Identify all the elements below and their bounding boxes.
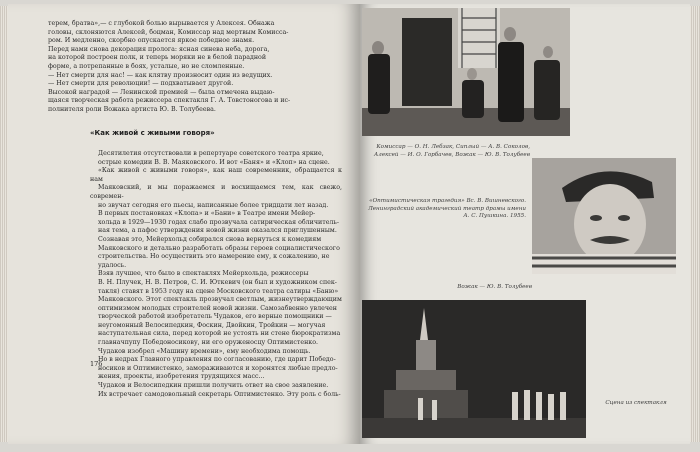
night-scene-photo [362,300,586,438]
section-heading: «Как живой с живыми говоря» [90,129,215,137]
text-line: Перед нами снова декорация пролога: ясная синева неба, дорога, [48,45,270,53]
text-line: строительства. Но осуществить это намерение ему, к сожалению, не [98,253,330,261]
text-line: Высокой наградой — Ленинской премией — была отмечена выдаю- [48,88,275,96]
text-line: полнителя роли Вожака артиста Ю. В. Толубеева. [48,105,216,113]
text-line: наступательная сила, перед которой не устоять ни стене бюрократизма [98,330,341,338]
text-line: Чудаков изобрел «Машину времени», ему необходима помощь. [98,347,311,355]
portrait-photo [532,158,676,274]
text-line: ная тема, а пафос утверждения новой жизни оказался приглушенным. [98,227,337,235]
text-line: Маяковского. Этот спектакль прозвучал светлым, жизнеутверждающим [98,296,342,304]
text-line: хольда в 1929—1930 годах слабо прозвучала сатирическая обличитель- [98,218,339,226]
intro-text [40,20,340,115]
text-line: на которой построен полк, и теперь моряки не в белой парадной [48,54,267,62]
text-line: удалось. [98,261,127,269]
text-line: терем, братва»,— с глубокой болью вырывается у Алексея. Обнажа [48,20,275,27]
text-line: носиков и Оптимистенко, замораживаются и хоронятся любые предло- [98,364,338,372]
text-line: Взяв лучшее, что было в спектаклях Мейерхольда, режиссеры [98,270,309,278]
text-line: но звучат сегодня его пьесы, написанные более тридцати лет назад. [98,201,329,209]
text-line: — Нет смерти для революции! — подхватывает другой. [48,80,234,88]
text-line: В. Н. Плучек, Н. В. Петров, С. И. Юткевич (он был и художником спек- [98,278,337,286]
text-line: В первых постановках «Клопа» и «Бани» в Театре имени Мейер- [98,210,316,218]
photo-caption: Комиссар — О. Н. Лебзак, Сиплый — А. В. Соколов, Алексей — И. О. Горбачев, Вожак — Ю. В. Толубеев [374,144,530,158]
text-line: жения, проекты, изобретения трудящихся масс... [98,373,265,381]
page-edges-left [0,6,8,442]
scene-caption: Сцена из спектакля [605,400,667,406]
play-caption: «Оптимистическая трагедия» Вс. В. Вишневского. Ленинградский академический театр драмы имени А. С. Пушкина. 1955. [368,198,526,220]
text-line: ром. И медленно, скорбно опускается яркое победное знамя. [48,37,255,45]
text-line: Чудаков и Велосипедкин пришли получить ответ на свое заявление. [98,382,329,390]
text-line: Их встречает самодовольный секретарь Оптимистенко. Эту роль с боль- [98,390,341,398]
text-line: творческой работой изобретатель Чудаков, его верные помощники — [98,313,332,321]
text-line: «Как живой с живыми говоря», как наш современник, обращается к нам [90,167,342,183]
text-line: Сознавая это, Мейерхольд собирался снова вернуться к комедиям [98,235,322,243]
text-line: главначпупу Победоносикову, ни его оруженосцу Оптимистенко. [98,339,319,347]
stage-scene-photo [362,8,570,136]
text-line: головы, склоняются Алексей, боцман, Комиссар над мертвым Комисса- [48,28,289,36]
page-number: 176 [90,360,103,368]
text-line: Десятилетия отсутствовали в репертуаре советского театра яркие, [98,150,324,157]
text-line: неугомонный Велосипедкин, Фоскин, Двойкин, Тройкин — могучая [98,321,326,329]
text-line: щаяся творческая работа режиссера спектакля Г. А. Товстоногова и ис- [48,97,291,105]
text-line: острые комедии В. В. Маяковского. И вот «Баня» и «Клоп» на сцене. [98,158,330,166]
section-body [90,150,342,399]
text-line: Но в недрах Главного управления по согласованию, где царит Победо- [98,356,336,364]
text-line: оптимизмом молодых строителей новой жизни. Самозабвенно увлечен [98,304,337,312]
text-line: такля) ставят в 1953 году на сцене Московского театра сатиры «Баню» [98,287,339,295]
page-edges-right [690,6,700,442]
text-line: Маяковского и детально разработать образы героев социалистического [98,244,340,252]
portrait-caption: Вожак — Ю. В. Толубеев [457,284,532,290]
text-line: Маяковский, и мы поражаемся и восхищаемся тем, как свежо, современ- [90,184,342,200]
text-line: — Нет смерти для нас! — как клятву произносит один из ведущих. [48,71,273,79]
text-line: форме, а потрепанные в боях, усталые, но не сломленные. [48,62,245,70]
